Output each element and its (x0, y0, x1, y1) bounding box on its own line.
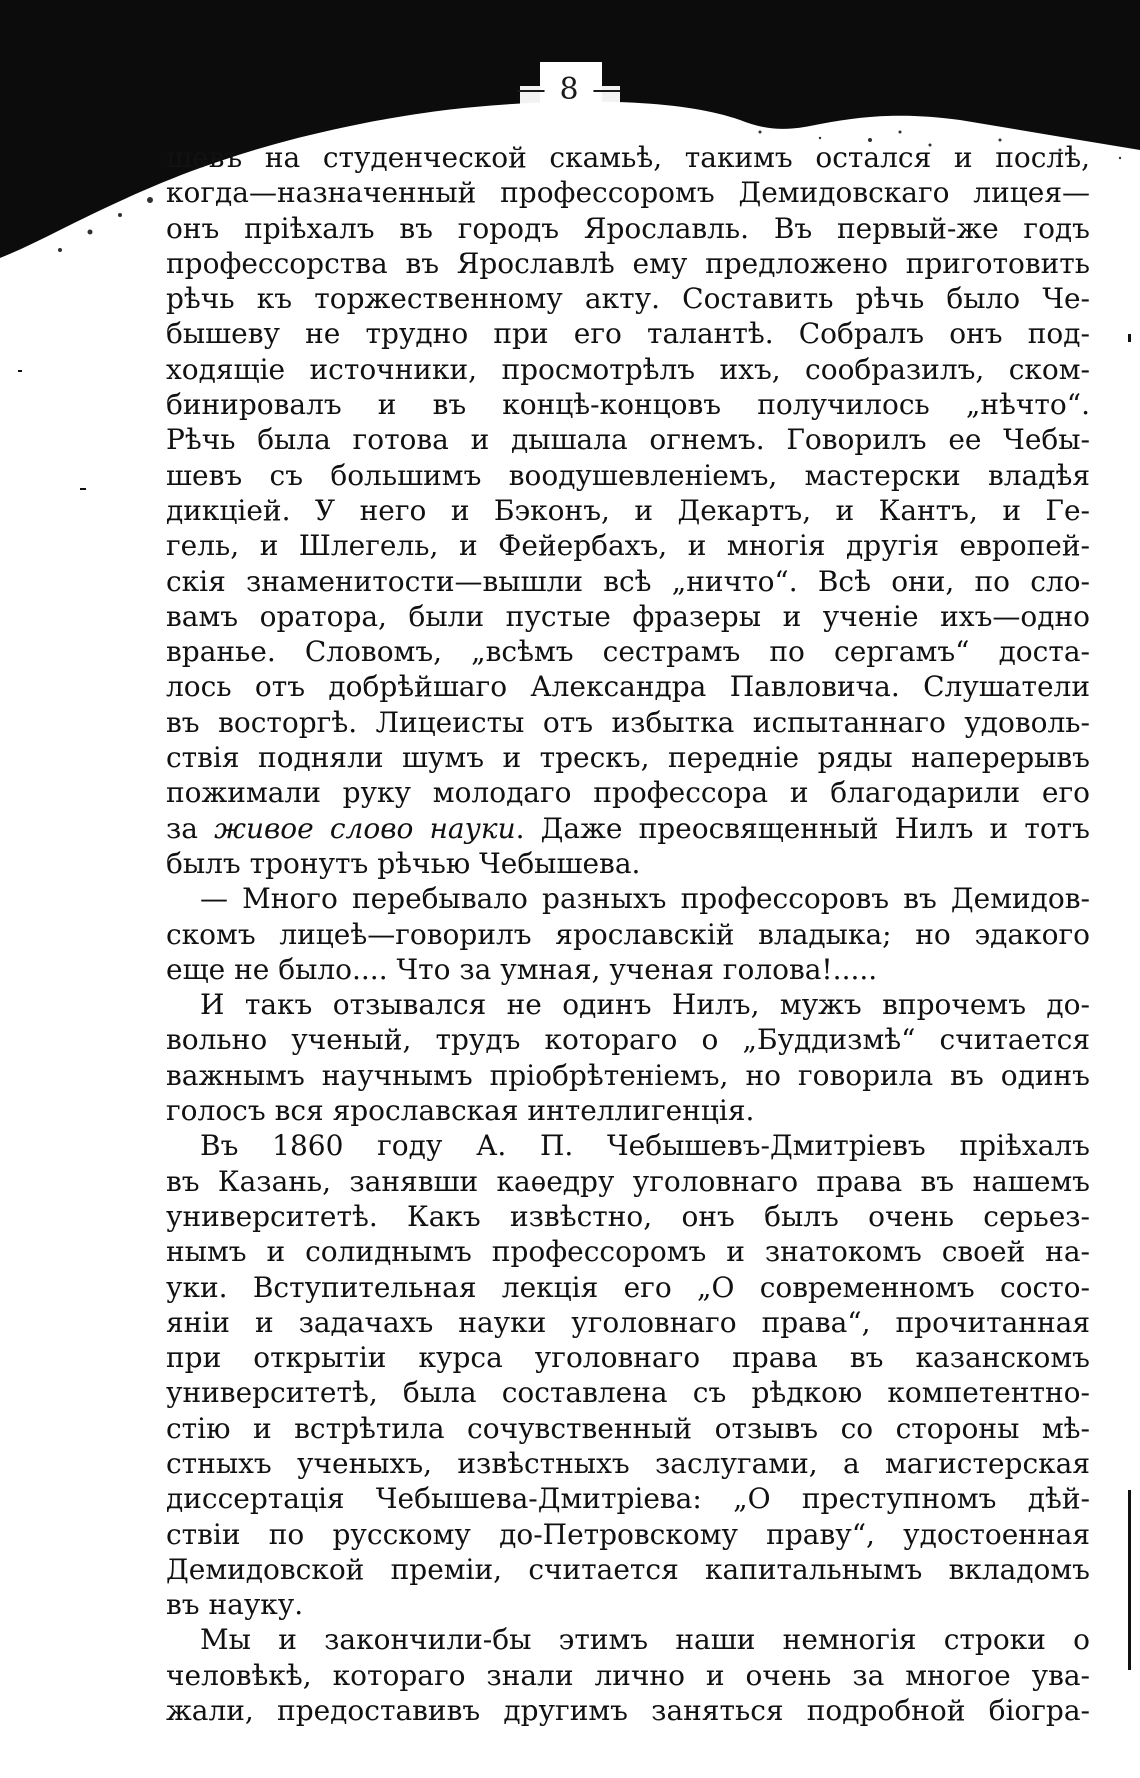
margin-mark (1128, 1490, 1131, 1670)
text-line: профессорства въ Ярославлѣ ему предложено приготовить (166, 246, 1090, 280)
text-line: при открытіи курса уголовнаго права въ казанскомъ (166, 1341, 1090, 1375)
text-line: за живое слово науки. Даже преосвященный Нилъ и тотъ (166, 811, 1090, 845)
body-text (166, 140, 1090, 1728)
italic-phrase: живое слово науки (214, 811, 516, 845)
text-line: бинировалъ и въ концѣ-концовъ получилось „нѣчто“. (166, 388, 1090, 422)
text-line: ходящіе источники, просмотрѣлъ ихъ, сообразилъ, ском- (166, 352, 1090, 386)
margin-mark (1128, 334, 1131, 342)
text-line: скомъ лицеѣ—говорилъ ярославскій владыка; но эдакого (166, 917, 1090, 951)
text-line: гель, и Шлегель, и Фейербахъ, и многія другія европей- (166, 529, 1090, 563)
text-line: еще не было.... Что за умная, ученая голова!..... (166, 952, 878, 986)
text-line: университетѣ. Какъ извѣстно, онъ былъ очень серьез- (166, 1199, 1090, 1233)
text-line: ствія подняли шумъ и трескъ, передніе ряды наперерывъ (166, 741, 1090, 775)
text-line: скія знаменитости—вышли всѣ „ничто“. Всѣ они, по сло- (166, 564, 1090, 598)
text-line: онъ пріѣхалъ въ городъ Ярославль. Въ первый-же годъ (166, 211, 1090, 245)
text-line: И такъ отзывался не одинъ Нилъ, мужъ впрочемъ до- (200, 988, 1090, 1022)
text-line: университетѣ, была составлена съ рѣдкою компетентно- (166, 1376, 1090, 1410)
text-line: шевъ съ большимъ воодушевленіемъ, мастерски владѣя (166, 458, 1090, 492)
text-line: въ науку. (166, 1588, 304, 1622)
text-line: бышеву не трудно при его талантѣ. Собралъ онъ под- (166, 317, 1090, 351)
text-line: Мы и закончили-бы этимъ наши немногія строки о (200, 1623, 1090, 1657)
page-number: — 8 — (515, 72, 625, 107)
text-line: когда—назначенный профессоромъ Демидовскаго лицея— (166, 176, 1090, 210)
text-line: жали, предоставивъ другимъ заняться подробной біогра- (166, 1694, 1090, 1728)
text-line: голосъ вся ярославская интеллигенція. (166, 1094, 755, 1128)
text-line: пожимали руку молодаго профессора и благодарили его (166, 776, 1090, 810)
text-line: дикціей. У него и Бэконъ, и Декартъ, и Кантъ, и Ге- (166, 493, 1090, 527)
text-line: стію и встрѣтила сочувственный отзывъ со стороны мѣ- (166, 1411, 1090, 1445)
margin-mark (18, 370, 22, 372)
text-line: — Много перебывало разныхъ профессоровъ въ Демидов- (200, 882, 1090, 916)
text-line: рѣчь къ торжественному акту. Составить рѣчь было Че- (166, 282, 1090, 316)
text-line: важнымъ научнымъ пріобрѣтеніемъ, но говорила въ одинъ (166, 1058, 1090, 1092)
text-line: въ восторгѣ. Лицеисты отъ избытка испытаннаго удоволь- (166, 705, 1090, 739)
text-line: диссертація Чебышева-Дмитріева: „О преступномъ дѣй- (166, 1482, 1090, 1516)
text-line: ствіи по русскому до-Петровскому праву“, удостоенная (166, 1517, 1090, 1551)
text-line: стныхъ ученыхъ, извѣстныхъ заслугами, а магистерская (166, 1446, 1090, 1480)
text-line: шевъ на студенческой скамьѣ, такимъ остался и послѣ, (166, 141, 1090, 174)
text-line: былъ тронутъ рѣчью Чебышева. (166, 846, 641, 880)
margin-mark (80, 488, 86, 490)
text-line: лось отъ добрѣйшаго Александра Павловича. Слушатели (166, 670, 1090, 704)
text-line: человѣкѣ, котораго знали лично и очень за многое ува- (166, 1658, 1090, 1692)
text-line: вамъ оратора, были пустые фразеры и ученіе ихъ—одно (166, 599, 1090, 633)
text-line: Рѣчь была готова и дышала огнемъ. Говорилъ ее Чебы- (166, 423, 1090, 457)
text-line: нымъ и солиднымъ профессоромъ и знатокомъ своей на- (166, 1235, 1090, 1269)
text-line: вранье. Словомъ, „всѣмъ сестрамъ по сергамъ“ доста- (166, 635, 1090, 669)
text-line: яніи и задачахъ науки уголовнаго права“, прочитанная (166, 1305, 1090, 1339)
text-line: въ Казань, занявши каѳедру уголовнаго права въ нашемъ (166, 1164, 1090, 1198)
text-line: вольно ученый, трудъ котораго о „Буддизмѣ“ считается (166, 1023, 1090, 1057)
text-line: уки. Вступительная лекція его „О современномъ состо- (166, 1270, 1090, 1304)
text-line: Въ 1860 году А. П. Чебышевъ-Дмитріевъ пріѣхалъ (200, 1129, 1090, 1163)
text-line: Демидовской преміи, считается капитальнымъ вкладомъ (166, 1552, 1090, 1586)
